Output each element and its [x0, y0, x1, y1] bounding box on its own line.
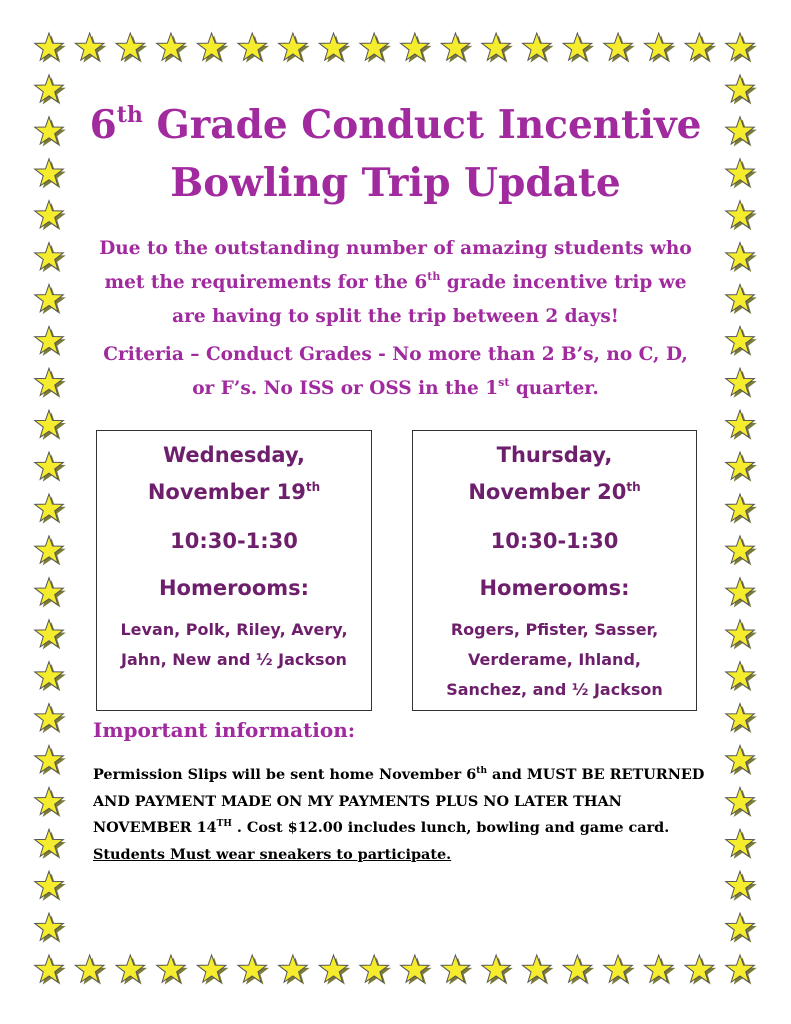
- day-date: November 20th: [468, 480, 641, 504]
- criteria-paragraph: Criteria – Conduct Grades - No more than 2 B’s, no C, D, or F’s. No ISS or OSS in the 1st quarter.: [103, 344, 688, 399]
- day-time: 10:30-1:30: [170, 529, 298, 553]
- homerooms-label: Homerooms:: [479, 576, 630, 600]
- intro-paragraph: Due to the outstanding number of amazing students who met the requirements for the 6th grade incentive trip we are having to split the trip between 2 days!: [99, 238, 692, 327]
- day-date: November 19th: [147, 480, 321, 504]
- important-details: Permission Slips will be sent home November 6th and MUST BE RETURNED AND PAYMENT MADE ON MY PAYMENTS PLUS NO LATER THAN NOVEMBER 14TH . Cost $12.00 includes lunch, bowling and game card. Students Must wear sneakers to participate.: [93, 766, 705, 863]
- day-box-thursday: [412, 430, 697, 711]
- day-name: Wednesday,: [163, 443, 305, 467]
- day-time: 10:30-1:30: [490, 529, 619, 553]
- page-title: 6th Grade Conduct Incentive Bowling Trip Update: [89, 102, 702, 206]
- homerooms-label: Homerooms:: [158, 576, 310, 600]
- homerooms-list: Rogers, Pfister, Sasser, Verderame, Ihland, Sanchez, and ½ Jackson: [446, 620, 663, 699]
- day-name: Thursday,: [496, 443, 613, 467]
- day-box-wednesday: [96, 430, 372, 711]
- important-heading: Important information:: [93, 718, 356, 742]
- homerooms-list: Levan, Polk, Riley, Avery, Jahn, New and ½ Jackson: [120, 620, 348, 669]
- sneakers-note: Students Must wear sneakers to participate.: [93, 845, 452, 863]
